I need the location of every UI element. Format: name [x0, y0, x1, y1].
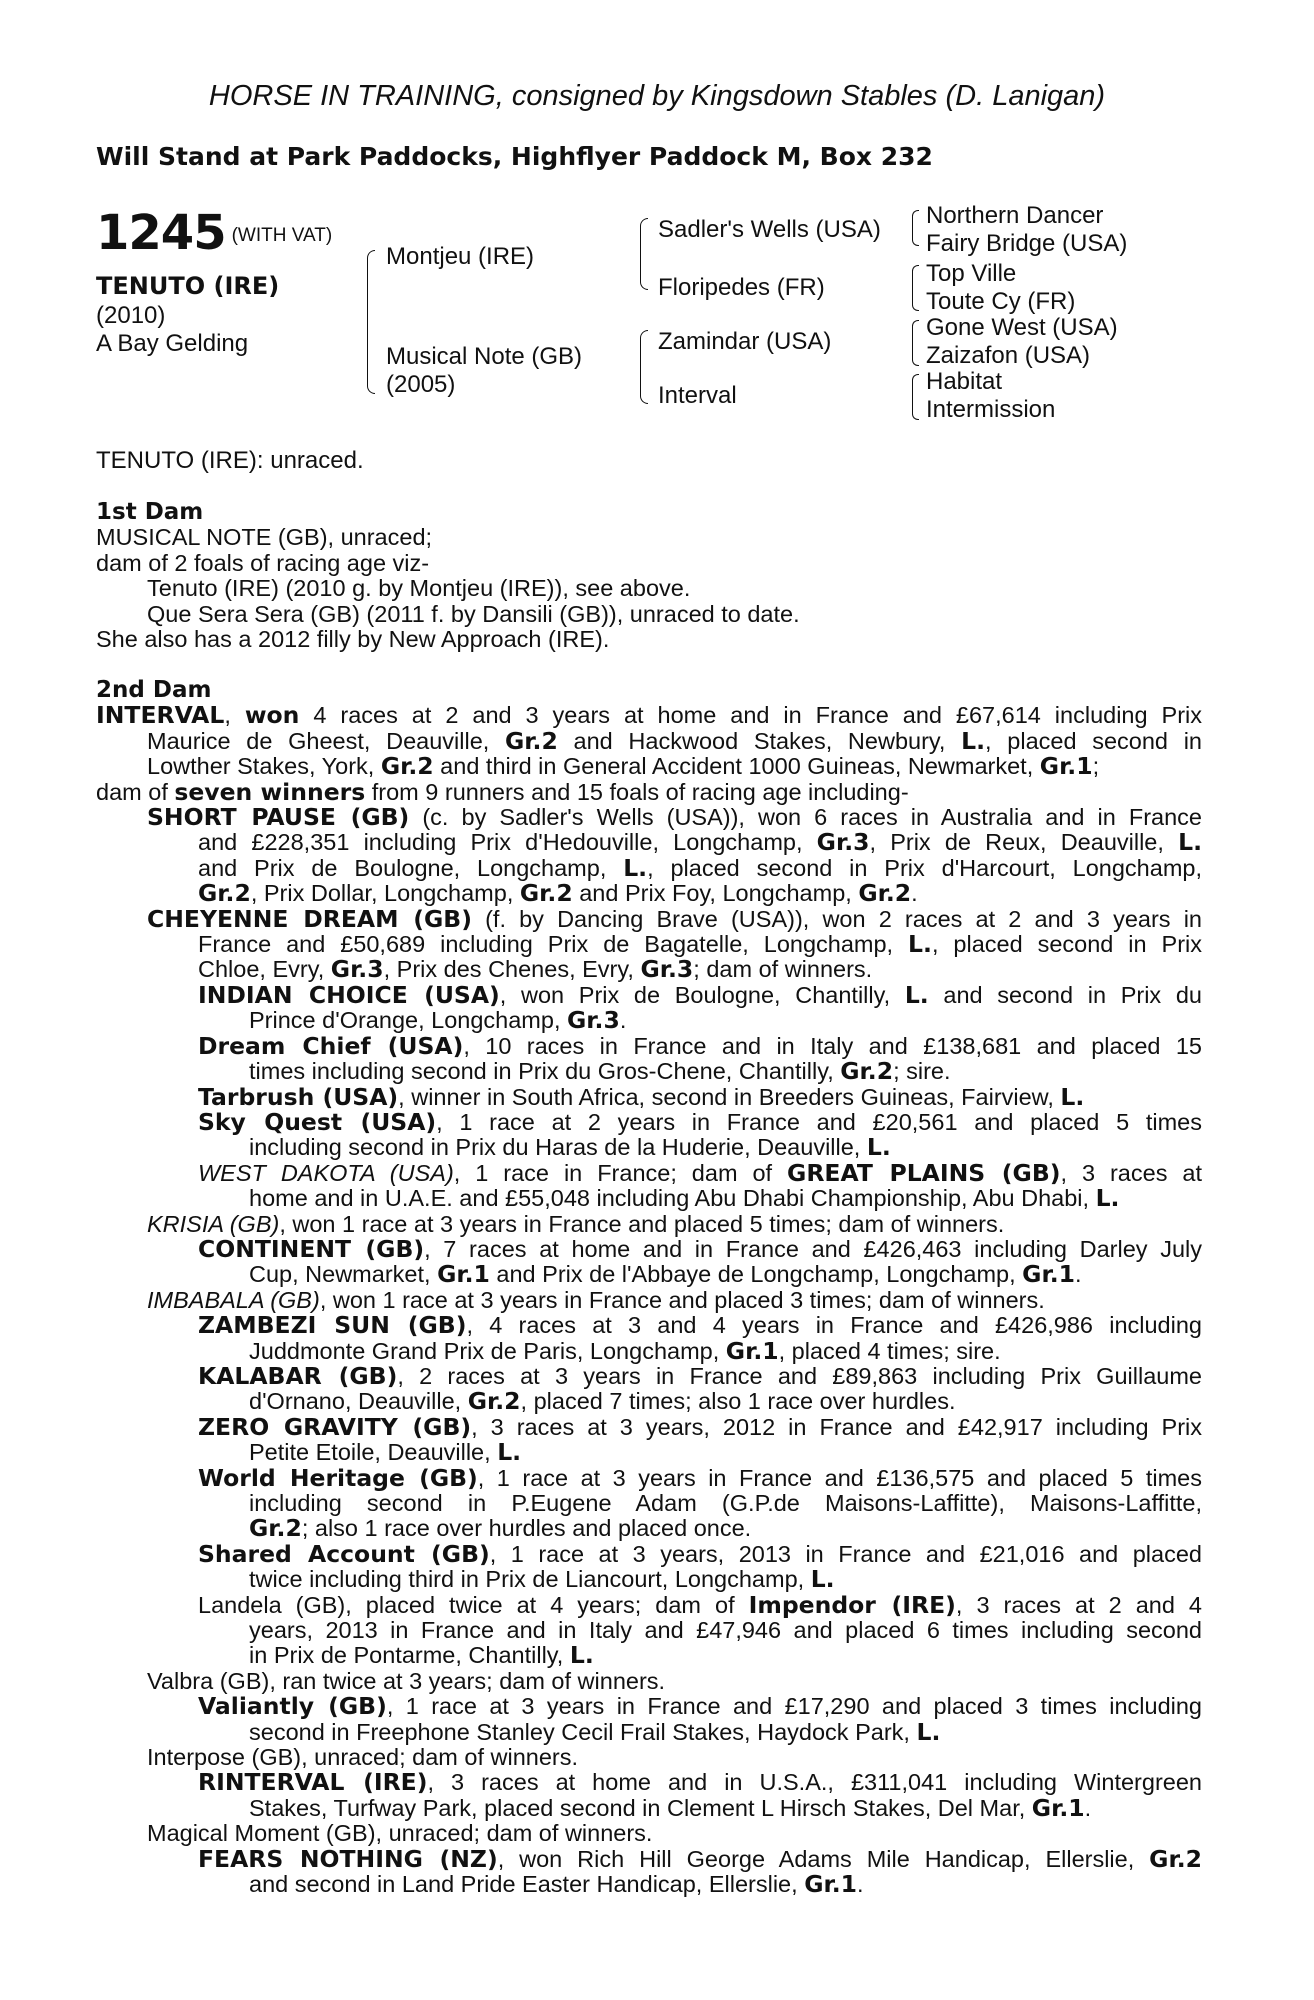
stand-location: Will Stand at Park Paddocks, Highflyer Paddock M, Box 232	[96, 142, 933, 171]
entry-line: KRISIA (GB), won 1 race at 3 years in France and placed 5 times; dam of winners.	[147, 1210, 1005, 1237]
pedigree-dam: Musical Note (GB)	[386, 343, 583, 370]
pedigree-brace-g3	[912, 320, 919, 366]
first-dam-section	[96, 500, 1202, 652]
horse-year: (2010)	[96, 302, 166, 329]
entry-line: World Heritage (GB), 1 race at 3 years in France and £136,575 and placed 5 times	[198, 1463, 1202, 1492]
lot-number: 1245	[96, 205, 226, 261]
entry-line: ZERO GRAVITY (GB), 3 races at 3 years, 2012 in France and £42,917 including Prix	[198, 1412, 1202, 1441]
pedigree-g3: Top Ville	[926, 260, 1017, 287]
entry-line: Tarbrush (USA), winner in South Africa, second in Breeders Guineas, Fairview, L.	[198, 1082, 1085, 1111]
pedigree-g5: Gone West (USA)	[926, 314, 1118, 341]
entry-line: Lowther Stakes, York, Gr.2 and third in General Accident 1000 Guineas, Newmarket, Gr.1;	[147, 752, 1100, 781]
entry-line: Gr.2, Prix Dollar, Longchamp, Gr.2 and Prix Foy, Longchamp, Gr.2.	[198, 879, 918, 908]
entry-line: WEST DAKOTA (USA), 1 race in France; dam of GREAT PLAINS (GB), 3 races at	[198, 1158, 1202, 1187]
entry-line: Interpose (GB), unraced; dam of winners.	[147, 1744, 579, 1771]
pedigree-brace-g2	[912, 265, 919, 311]
entry-line: twice including third in Prix de Liancourt, Longchamp, L.	[249, 1565, 835, 1594]
pedigree-brace-g1	[912, 210, 919, 246]
pedigree-brace-sire	[640, 218, 648, 290]
entry-line: times including second in Prix du Gros-Chene, Chantilly, Gr.2; sire.	[249, 1057, 951, 1086]
pedigree-sire: Montjeu (IRE)	[386, 243, 535, 270]
pedigree-dam-sire: Zamindar (USA)	[658, 328, 832, 355]
second-dam-title: 2nd Dam	[96, 677, 212, 703]
vat-note: (WITH VAT)	[231, 225, 333, 246]
first-dam-title: 1st Dam	[96, 499, 204, 525]
entry-line: CONTINENT (GB), 7 races at home and in France and £426,463 including Darley July	[198, 1234, 1202, 1263]
entry-line: Landela (GB), placed twice at 4 years; dam of Impendor (IRE), 3 races at 2 and 4	[198, 1590, 1202, 1619]
pedigree-g4: Toute Cy (FR)	[926, 288, 1076, 315]
entry-line: and second in Land Pride Easter Handicap, Ellerslie, Gr.1.	[249, 1870, 864, 1899]
horse-description: A Bay Gelding	[96, 330, 249, 357]
entry-line: RINTERVAL (IRE), 3 races at home and in U.S.A., £311,041 including Wintergreen	[198, 1768, 1202, 1797]
first-dam-line: MUSICAL NOTE (GB), unraced;	[96, 524, 433, 551]
race-summary: TENUTO (IRE): unraced.	[96, 447, 364, 474]
first-dam-foal: Que Sera Sera (GB) (2011 f. by Dansili (GB)), unraced to date.	[147, 600, 800, 627]
entry-line: Valbra (GB), ran twice at 3 years; dam of winners.	[147, 1667, 666, 1694]
entry-line: FEARS NOTHING (NZ), won Rich Hill George Adams Mile Handicap, Ellerslie, Gr.2	[198, 1844, 1202, 1873]
entry-line: Sky Quest (USA), 1 race at 2 years in France and £20,561 and placed 5 times	[198, 1107, 1202, 1136]
entry-line: years, 2013 in France and in Italy and £47,946 and placed 6 times including second	[249, 1617, 1202, 1644]
entry-line: including second in P.Eugene Adam (G.P.de Maisons-Laffitte), Maisons-Laffitte,	[249, 1490, 1202, 1516]
entry-line: CHEYENNE DREAM (GB) (f. by Dancing Brave (USA)), won 2 races at 2 and 3 years in	[147, 904, 1202, 933]
second-dam-section	[96, 678, 1202, 1898]
entry-line: Chloe, Evry, Gr.3, Prix des Chenes, Evry, Gr.3; dam of winners.	[198, 955, 873, 984]
pedigree-dam-dam: Interval	[658, 382, 737, 409]
entry-line: Maurice de Gheest, Deauville, Gr.2 and Hackwood Stakes, Newbury, L., placed second in	[147, 726, 1202, 755]
entry-line: ZAMBEZI SUN (GB), 4 races at 3 and 4 years in France and £426,986 including	[198, 1311, 1202, 1340]
pedigree-brace-g4	[912, 374, 919, 420]
entry-line: Juddmonte Grand Prix de Paris, Longchamp, Gr.1, placed 4 times; sire.	[249, 1336, 1001, 1365]
pedigree-dam-year: (2005)	[386, 371, 456, 398]
entry-line: Valiantly (GB), 1 race at 3 years in France and £17,290 and placed 3 times including	[198, 1692, 1202, 1721]
entry-line: second in Freephone Stanley Cecil Frail Stakes, Haydock Park, L.	[249, 1717, 941, 1746]
entry-line: Dream Chief (USA), 10 races in France and in Italy and £138,681 and placed 15	[198, 1031, 1202, 1060]
entry-line: Magical Moment (GB), unraced; dam of winners.	[147, 1820, 653, 1847]
first-dam-line: dam of 2 foals of racing age viz-	[96, 549, 430, 576]
entry-line: Shared Account (GB), 1 race at 3 years, 2013 in France and £21,016 and placed	[198, 1539, 1202, 1568]
entry-line: in Prix de Pontarme, Chantilly, L.	[249, 1641, 594, 1670]
first-dam-line: She also has a 2012 filly by New Approach (IRE).	[96, 626, 610, 653]
pedigree-g2: Fairy Bridge (USA)	[926, 230, 1128, 257]
entry-line: Petite Etoile, Deauville, L.	[249, 1438, 522, 1467]
entry-line: KALABAR (GB), 2 races at 3 years in France and £89,863 including Prix Guillaume	[198, 1361, 1202, 1390]
entry-line: Cup, Newmarket, Gr.1 and Prix de l'Abbaye de Longchamp, Longchamp, Gr.1.	[249, 1260, 1082, 1289]
pedigree-sire-dam: Floripedes (FR)	[658, 274, 825, 301]
entry-line: Gr.2; also 1 race over hurdles and placed once.	[249, 1514, 752, 1543]
entry-line: Prince d'Orange, Longchamp, Gr.3.	[249, 1006, 627, 1035]
entry-line: SHORT PAUSE (GB) (c. by Sadler's Wells (USA)), won 6 races in Australia and in France	[147, 803, 1202, 832]
first-dam-foal: Tenuto (IRE) (2010 g. by Montjeu (IRE)), see above.	[147, 575, 691, 602]
horse-name: TENUTO (IRE)	[96, 272, 280, 300]
pedigree-g6: Zaizafon (USA)	[926, 342, 1091, 369]
entry-line: including second in Prix du Haras de la Huderie, Deauville, L.	[249, 1133, 891, 1162]
entry-line: Stakes, Turfway Park, placed second in Clement L Hirsch Stakes, Del Mar, Gr.1.	[249, 1793, 1092, 1822]
entry-line: France and £50,689 including Prix de Bagatelle, Longchamp, L., placed second in Prix	[198, 930, 1203, 959]
pedigree-g8: Intermission	[926, 396, 1056, 423]
entry-line: and Prix de Boulogne, Longchamp, L., placed second in Prix d'Harcourt, Longchamp,	[198, 853, 1202, 882]
consignment-title: HORSE IN TRAINING, consigned by Kingsdown Stables (D. Lanigan)	[208, 80, 1106, 112]
entry-line: d'Ornano, Deauville, Gr.2, placed 7 times; also 1 race over hurdles.	[249, 1387, 956, 1416]
entry-line: INDIAN CHOICE (USA), won Prix de Boulogne, Chantilly, L. and second in Prix du	[198, 980, 1202, 1009]
entry-line: and £228,351 including Prix d'Hedouville, Longchamp, Gr.3, Prix de Reux, Deauville, L.	[198, 828, 1202, 857]
pedigree-brace-dam	[640, 330, 648, 404]
entry-line: IMBABALA (GB), won 1 race at 3 years in France and placed 3 times; dam of winners.	[147, 1286, 1045, 1313]
entry-line: INTERVAL, won 4 races at 2 and 3 years at home and in France and £67,614 including Prix	[96, 701, 1202, 730]
lot-heading	[96, 205, 332, 261]
entry-line: home and in U.A.E. and £55,048 including Abu Dhabi Championship, Abu Dhabi, L.	[249, 1184, 1120, 1213]
pedigree-sire-sire: Sadler's Wells (USA)	[658, 216, 881, 243]
pedigree-brace-gen1	[367, 250, 375, 394]
pedigree-g7: Habitat	[926, 368, 1003, 395]
entry-line: dam of seven winners from 9 runners and 15 foals of racing age including-	[96, 777, 909, 806]
pedigree-g1: Northern Dancer	[926, 202, 1104, 229]
